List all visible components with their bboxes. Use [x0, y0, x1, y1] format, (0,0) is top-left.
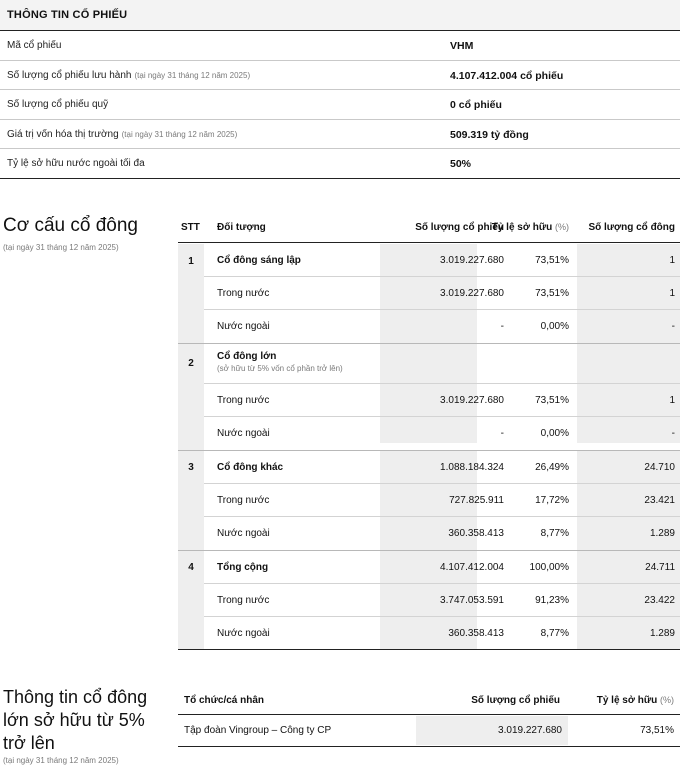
header-ratio: Tỷ lệ sở hữu (%) — [491, 222, 569, 233]
table-row-group — [204, 244, 680, 277]
table-row — [204, 617, 680, 650]
stock-info-note: (tại ngày 31 tháng 12 năm 2025) — [121, 129, 238, 139]
stock-info-row-ticker — [0, 31, 680, 61]
shareholder-structure-table — [178, 212, 680, 650]
table-row — [204, 384, 680, 417]
major-shareholders-table — [178, 686, 680, 768]
row-name: Nước ngoài — [217, 321, 270, 332]
structure-date: (tại ngày 31 tháng 12 năm 2025) — [3, 243, 119, 252]
cell-ratio: 73,51% — [640, 725, 674, 736]
table-row — [204, 417, 680, 450]
cell-holders: 1.289 — [649, 528, 675, 539]
cell-shares: 3.019.227.680 — [440, 255, 504, 266]
structure-title: Cơ cấu cổ đông — [3, 215, 138, 236]
stock-info-label: Số lượng cổ phiếu lưu hành (tại ngày 31 tháng 12 năm 2025) — [7, 69, 251, 81]
table-row-group — [204, 344, 680, 384]
group-stt: 2 — [188, 358, 194, 369]
group-subtitle: (sở hữu từ 5% vốn cổ phần trở lên) — [217, 364, 343, 373]
cell-holders: 24.710 — [644, 462, 675, 473]
stock-info-title: THÔNG TIN CỔ PHIẾU — [7, 9, 128, 21]
cell-shares: - — [500, 321, 504, 332]
cell-holders: 23.421 — [644, 495, 675, 506]
header-ratio: Tỷ lệ sở hữu (%) — [596, 695, 674, 706]
cell-holders: - — [671, 321, 675, 332]
stock-info-value: 509.319 tỷ đồng — [450, 128, 529, 141]
row-name: Nước ngoài — [217, 528, 270, 539]
cell-shares: 3.747.053.591 — [440, 595, 504, 606]
header-object: Đối tượng — [217, 222, 266, 233]
table-row-group — [204, 451, 680, 484]
cell-shares: 360.358.413 — [448, 528, 504, 539]
stock-info-label: Mã cổ phiếu — [7, 40, 62, 51]
row-name: Nước ngoài — [217, 628, 270, 639]
table-header — [178, 686, 680, 715]
stock-info-note: (tại ngày 31 tháng 12 năm 2025) — [134, 70, 251, 80]
cell-shares: - — [500, 428, 504, 439]
table-row — [204, 584, 680, 617]
stock-info-value: 4.107.412.004 cổ phiếu — [450, 69, 564, 82]
cell-ratio: 0,00% — [540, 321, 569, 332]
stock-info-label: Tỷ lệ sở hữu nước ngoài tối đa — [7, 158, 145, 169]
cell-shares: 3.019.227.680 — [440, 288, 504, 299]
cell-ratio: 0,00% — [540, 428, 569, 439]
cell-shares: 3.019.227.680 — [498, 725, 562, 736]
stock-info-value: VHM — [450, 40, 474, 52]
table-bottom-rule — [178, 649, 680, 650]
cell-holders: 1 — [669, 255, 675, 266]
group-stt: 3 — [188, 462, 194, 473]
row-name: Trong nước — [217, 395, 270, 406]
cell-holders: 24.711 — [645, 562, 675, 573]
stock-info-row-treasury — [0, 90, 680, 120]
group-name: Cổ đông khác — [217, 462, 284, 473]
header-shares: Số lượng cổ phiếu — [471, 695, 560, 706]
table-row-group — [204, 551, 680, 584]
stock-info-value: 0 cổ phiếu — [450, 99, 502, 111]
major-title: Thông tin cổ đông lớn sở hữu từ 5% trở lên — [3, 687, 148, 753]
cell-holders: 1.289 — [649, 628, 675, 639]
row-name: Trong nước — [217, 288, 270, 299]
cell-shares: 1.088.184.324 — [440, 462, 504, 473]
group-name: Cổ đông lớn (sở hữu từ 5% vốn cổ phần trở lên) — [217, 351, 343, 373]
row-name: Nước ngoài — [217, 428, 270, 439]
stock-info-label: Số lượng cổ phiếu quỹ — [7, 99, 109, 110]
stock-info-value: 50% — [450, 158, 472, 170]
stock-info-row-outstanding — [0, 61, 680, 91]
cell-org: Tập đoàn Vingroup – Công ty CP — [184, 725, 332, 736]
table-bottom-rule — [178, 746, 680, 747]
cell-ratio: 8,77% — [540, 628, 569, 639]
cell-holders: 23.422 — [644, 595, 675, 606]
group-stt: 4 — [188, 562, 194, 573]
cell-shares: 727.825.911 — [449, 495, 504, 506]
cell-ratio: 91,23% — [535, 595, 569, 606]
header-stt: STT — [181, 222, 200, 233]
cell-holders: - — [671, 428, 675, 439]
table-header — [178, 212, 680, 243]
group-name: Cổ đông sáng lập — [217, 255, 301, 266]
stock-info-row-foreign-limit — [0, 149, 680, 179]
stock-info-header — [0, 0, 680, 31]
cell-ratio: 17,72% — [535, 495, 569, 506]
header-holders: Số lượng cổ đông — [588, 222, 675, 233]
cell-shares: 3.019.227.680 — [440, 395, 504, 406]
row-name: Trong nước — [217, 595, 270, 606]
stock-info-row-market-cap — [0, 120, 680, 150]
header-shares: Số lượng cổ phiếu — [415, 222, 504, 233]
group-name: Tổng cộng — [217, 562, 269, 573]
group-stt: 1 — [188, 256, 194, 267]
cell-ratio: 73,51% — [535, 288, 569, 299]
row-name: Trong nước — [217, 495, 270, 506]
table-row — [204, 310, 680, 343]
cell-ratio: 26,49% — [535, 462, 569, 473]
cell-ratio: 8,77% — [540, 528, 569, 539]
table-row — [204, 484, 680, 517]
cell-ratio: 73,51% — [535, 255, 569, 266]
major-date: (tại ngày 31 tháng 12 năm 2025) — [3, 756, 119, 765]
header-org: Tổ chức/cá nhân — [184, 695, 265, 706]
table-row — [204, 277, 680, 310]
stt-column-band — [178, 244, 204, 649]
cell-ratio: 73,51% — [535, 395, 569, 406]
stock-info-label: Giá trị vốn hóa thị trường (tại ngày 31 tháng 12 năm 2025) — [7, 128, 238, 140]
cell-holders: 1 — [669, 395, 675, 406]
cell-shares: 360.358.413 — [448, 628, 504, 639]
table-row — [204, 517, 680, 550]
cell-ratio: 100,00% — [529, 562, 569, 573]
cell-holders: 1 — [669, 288, 675, 299]
cell-shares: 4.107.412.004 — [440, 562, 504, 573]
